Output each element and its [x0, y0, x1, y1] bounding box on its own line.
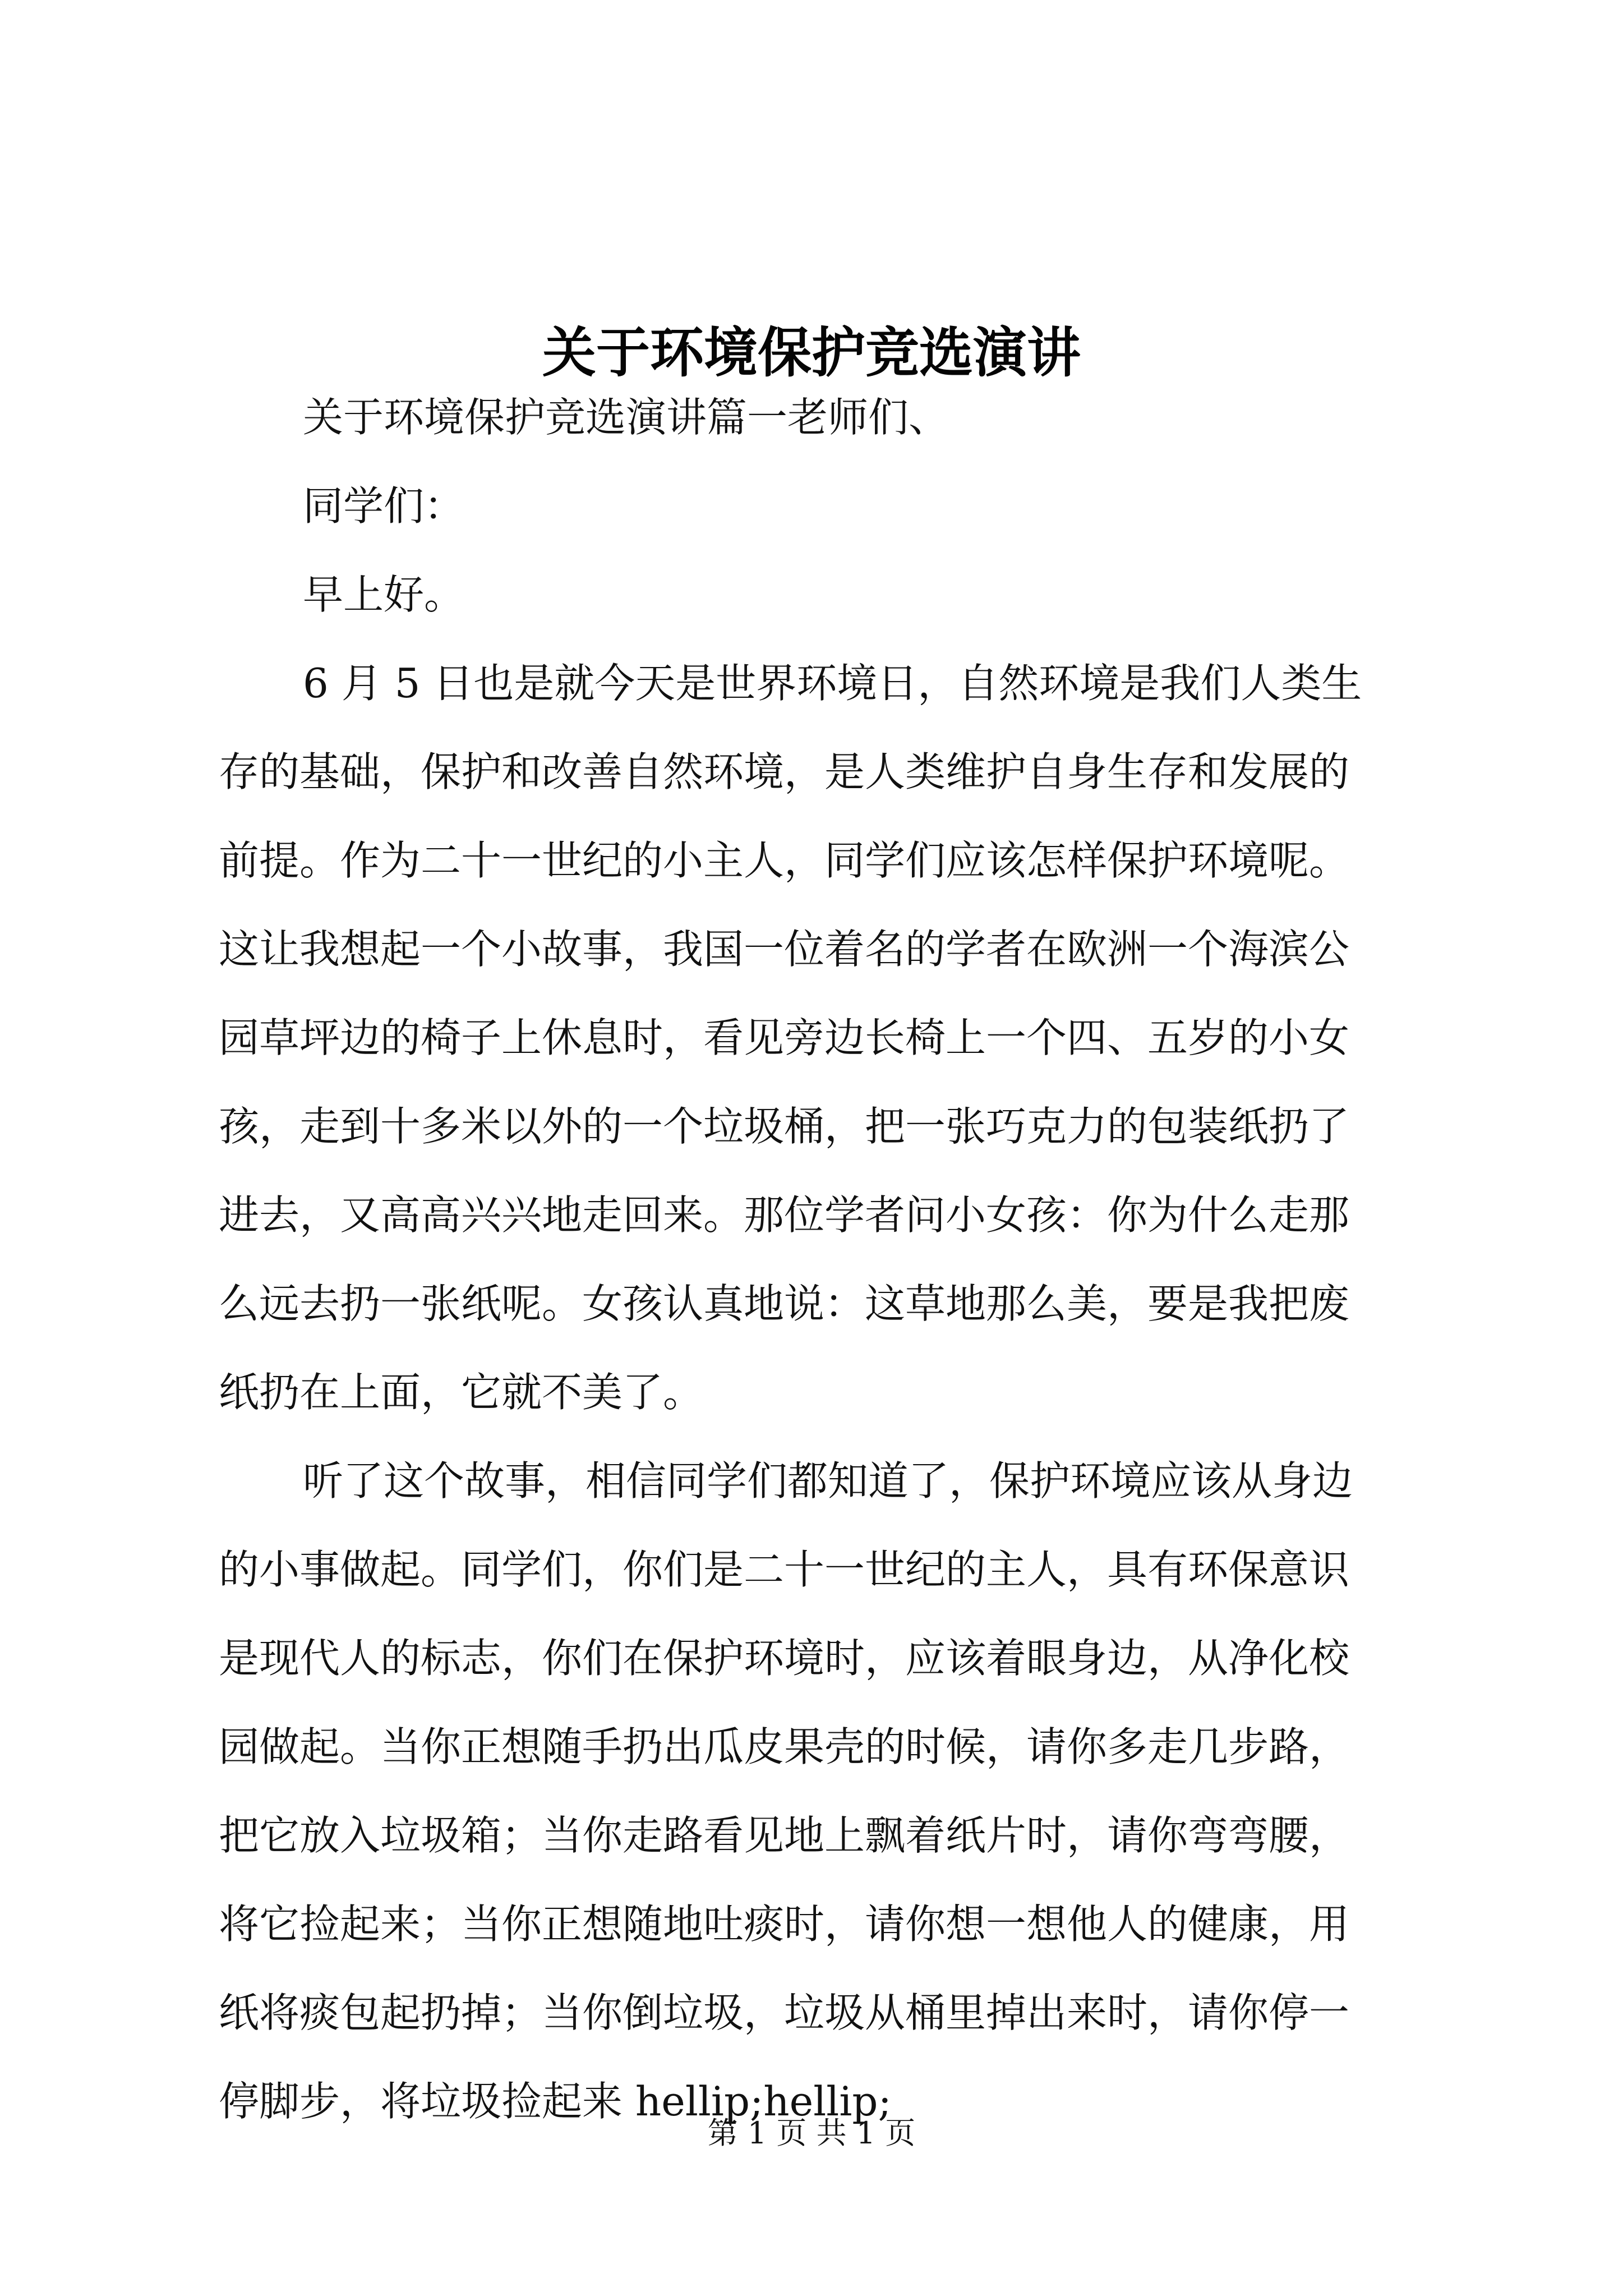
paragraph-line: 同学们：	[303, 482, 465, 530]
paragraph-line: 园草坪边的椅子上休息时，看见旁边长椅上一个四、五岁的小女	[219, 1014, 1350, 1061]
paragraph-line: 进去，又高高兴兴地走回来。那位学者问小女孩：你为什么走那	[219, 1191, 1350, 1239]
paragraph-line: 将它捡起来；当你正想随地吐痰时，请你想一想他人的健康，用	[219, 1901, 1350, 1948]
paragraph-line: 是现代人的标志，你们在保护环境时，应该着眼身边，从净化校	[219, 1635, 1350, 1682]
page-footer: 第 1 页 共 1 页	[707, 2115, 916, 2151]
greeting-paragraph-1	[219, 373, 1441, 462]
paragraph-line: 存的基础，保护和改善自然环境，是人类维护自身生存和发展的	[219, 748, 1350, 795]
paragraph-line: 纸扔在上面，它就不美了。	[219, 1369, 704, 1416]
paragraph-line: 6 月 5 日也是就今天是世界环境日，自然环境是我们人类生	[303, 660, 1362, 707]
paragraph-line: 纸将痰包起扔掉；当你倒垃圾，垃圾从桶里掉出来时，请你停一	[219, 1989, 1350, 2036]
paragraph-line: 孩，走到十多米以外的一个垃圾桶，把一张巧克力的包装纸扔了	[219, 1103, 1350, 1150]
paragraph-line: 听了这个故事，相信同学们都知道了，保护环境应该从身边	[303, 1457, 1353, 1504]
paragraph-line: 么远去扔一张纸呢。女孩认真地说：这草地那么美，要是我把废	[219, 1280, 1350, 1327]
document-body	[219, 373, 1441, 2146]
paragraph-line: 园做起。当你正想随手扔出瓜皮果壳的时候，请你多走几步路，	[219, 1723, 1350, 1770]
paragraph-line: 关于环境保护竞选演讲篇一老师们、	[303, 394, 949, 441]
paragraph-line: 停脚步，将垃圾捡起来 hellip;hellip;	[219, 2078, 892, 2125]
paragraph-line: 这让我想起一个小故事，我国一位着名的学者在欧洲一个海滨公	[219, 926, 1350, 973]
paragraph-line: 前提。作为二十一世纪的小主人，同学们应该怎样保护环境呢。	[219, 837, 1350, 884]
body-paragraph-environment-day	[219, 639, 1441, 1437]
document-title: 关于环境保护竞选演讲	[542, 321, 1081, 385]
body-paragraph-protection-actions	[219, 1437, 1441, 2146]
paragraph-line: 早上好。	[303, 571, 465, 618]
greeting-paragraph-3	[219, 550, 1441, 639]
paragraph-line: 把它放入垃圾箱；当你走路看见地上飘着纸片时，请你弯弯腰，	[219, 1812, 1350, 1859]
paragraph-line: 的小事做起。同学们，你们是二十一世纪的主人，具有环保意识	[219, 1546, 1350, 1593]
greeting-paragraph-2	[219, 462, 1441, 550]
